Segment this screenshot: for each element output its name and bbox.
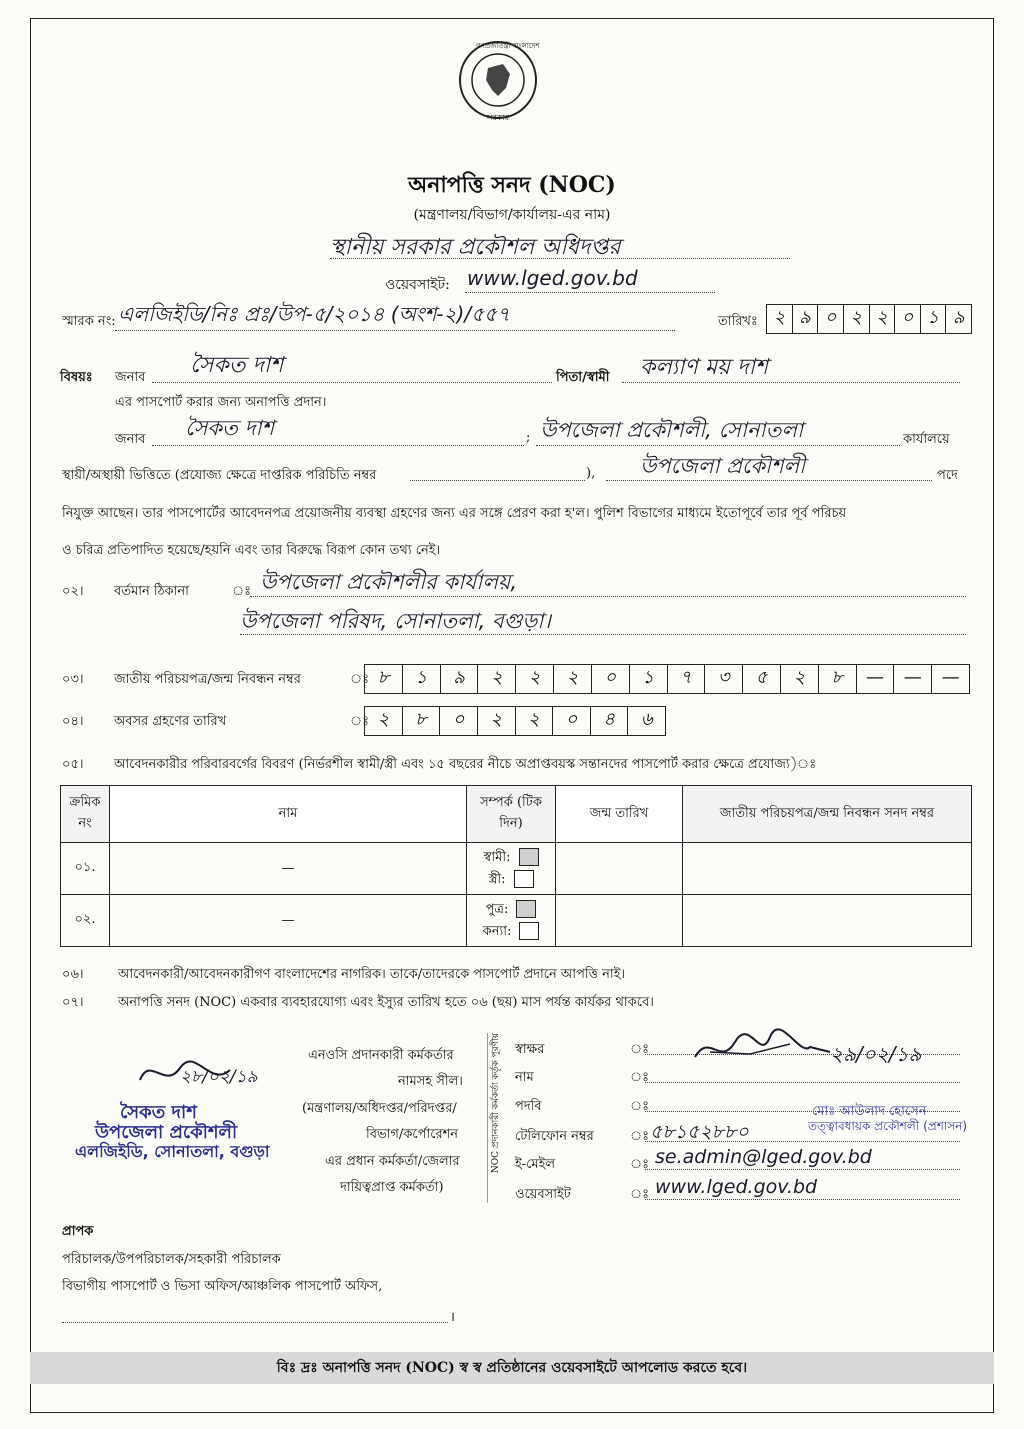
date-label: তারিখঃ: [718, 314, 758, 329]
field-label: পদবি: [515, 1099, 542, 1114]
item-03-label: জাতীয় পরিচয়পত্র/জন্ম নিবন্ধন নম্বর: [114, 672, 301, 687]
nid-digit: ২: [781, 665, 819, 693]
memo-label: স্মারক নং:: [62, 314, 116, 329]
nid-digit: ১: [403, 665, 441, 693]
applicant-stamp-office: এলজিইডি, সোনাতলা, বগুড়া: [75, 1142, 270, 1161]
nid-cell: [683, 895, 972, 947]
relation-cell: [467, 895, 556, 947]
date-digit: ০: [818, 305, 844, 333]
subject-mr-label: জনাব: [115, 370, 146, 385]
address-line-2: উপজেলা পরিষদ, সোনাতলা, বগুড়া।: [240, 609, 551, 633]
signatory-line: এর প্রধান কর্মকর্তা/জেলার: [325, 1154, 460, 1169]
memo-value: এলজিইডি/নিঃ প্রঃ/উপ-৫/২০১৪ (অংশ-২)/৫৫৭: [118, 302, 511, 326]
retirement-digit: ২: [516, 707, 554, 735]
relation-label: কন্যা:: [482, 923, 512, 939]
item-05-number: ০৫।: [62, 757, 84, 772]
seal-text-top: গণপ্রজাতন্ত্রী বাংলাদেশ: [476, 42, 540, 50]
date-digit: ২: [870, 305, 896, 333]
table-header: জন্ম তারিখ: [556, 786, 683, 843]
email-value: se.admin@lged.gov.bd: [655, 1146, 872, 1168]
item-02-colon: ঃ: [232, 584, 252, 599]
name-cell: —: [110, 895, 467, 947]
nid-digit: ০: [592, 665, 630, 693]
recipient-label: প্রাপক: [62, 1224, 94, 1239]
nid-boxes: [364, 664, 970, 694]
address-line-1: উপজেলা প্রকৌশলীর কার্যালয়,: [260, 570, 518, 594]
field-label: স্বাক্ষর: [515, 1042, 545, 1057]
item-03-number: ০৩।: [62, 672, 84, 687]
item-06-text: আবেদনকারী/আবেদনকারীগণ বাংলাদেশের নাগরিক। তাকে/তাদেরকে পাসপোর্ট প্রদানে আপত্তি নাই।: [118, 967, 626, 982]
field-label: টেলিফোন নম্বর: [515, 1129, 594, 1144]
nid-digit: —: [941, 667, 960, 688]
item-02-number: ০২।: [62, 584, 84, 599]
table-header: ক্রমিক নং: [61, 786, 110, 843]
item-07-number: ০৭।: [62, 995, 84, 1010]
body-post: উপজেলা প্রকৌশলী: [640, 454, 806, 478]
document-title: অনাপত্তি সনদ (NOC): [408, 172, 616, 198]
item-04-number: ০৪।: [62, 714, 84, 729]
nid-digit: —: [857, 665, 895, 693]
field-label: ওয়েবসাইট: [515, 1187, 571, 1202]
relation-label: স্ত্রী:: [488, 871, 506, 887]
signatory-line: নামসহ সীল।: [398, 1074, 463, 1089]
retirement-date-boxes: [364, 706, 666, 736]
nid-digit: —: [894, 665, 932, 693]
father-value: কল্যাণ ময় দাশ: [640, 355, 768, 380]
name-cell: —: [110, 843, 467, 895]
applicant-stamp-name: সৈকত দাশ: [120, 1102, 197, 1123]
close-paren: ),: [586, 466, 596, 481]
subject-name: সৈকত দাশ: [190, 353, 284, 378]
body-name: সৈকত দাশ: [185, 416, 275, 440]
nid-digit: ৫: [743, 665, 781, 693]
nid-digit: ২: [478, 665, 516, 693]
semicolon: ;: [526, 430, 531, 445]
nid-digit: ৯: [441, 665, 479, 693]
family-table: [60, 785, 972, 947]
recipient-line-1: পরিচালক/উপপরিচালক/সহকারী পরিচালক: [62, 1252, 281, 1267]
nid-digit: ২: [554, 665, 592, 693]
signature-icon: [690, 1022, 840, 1072]
paragraph-line-2: ও চরিত্র প্রতিপাদিত হয়েছে/হয়নি এবং তার বিরুদ্ধে বিরূপ কোন তথ্য নেই।: [62, 543, 441, 558]
date-digit: ২: [844, 305, 870, 333]
retirement-digit: ২: [365, 707, 403, 735]
website-value: www.lged.gov.bd: [467, 266, 638, 290]
son-checkbox[interactable]: [516, 900, 536, 918]
date-digit: ২: [767, 305, 793, 333]
table-row: [61, 895, 972, 947]
signature-date: ২৯/০২/১৯: [830, 1042, 922, 1066]
relation-label: স্বামী:: [483, 849, 511, 865]
footer-note: বিঃ দ্রঃ অনাপত্তি সনদ (NOC) স্ব স্ব প্রতিষ্ঠানের ওয়েবসাইটে আপলোড করতে হবে।: [30, 1352, 994, 1384]
seal-text-bottom: সরকার: [487, 113, 510, 122]
retirement-digit: ০: [440, 707, 478, 735]
item-04-label: অবসর গ্রহণের তারিখ: [114, 714, 227, 729]
item-02-label: বর্তমান ঠিকানা: [114, 584, 189, 599]
nid-digit: ৮: [819, 665, 857, 693]
vertical-label-box: [487, 1033, 508, 1203]
table-row: [61, 843, 972, 895]
date-digit: ১: [921, 305, 947, 333]
nid-digit: ১: [630, 665, 668, 693]
daughter-checkbox[interactable]: [519, 922, 539, 940]
birth-date-cell: [556, 843, 683, 895]
relation-cell: [467, 843, 556, 895]
date-digit: ০: [895, 305, 921, 333]
vertical-label: NOC প্রদানকারী কর্মকর্তা কর্তৃক পূরণীয়: [491, 1033, 501, 1174]
post-suffix: পদে: [937, 468, 958, 483]
retirement-digit: ৬: [640, 709, 653, 730]
table-header: নাম: [110, 786, 467, 843]
applicant-stamp-title: উপজেলা প্রকৌশলী: [95, 1122, 238, 1143]
website-handwritten: www.lged.gov.bd: [655, 1176, 818, 1198]
permanent-text: স্থায়ী/অস্থায়ী ভিত্তিতে (প্রযোজ্য ক্ষেত্রে দাপ্তরিক পরিচিতি নম্বর: [62, 468, 377, 483]
subject-label: বিষয়ঃ: [60, 370, 93, 385]
applicant-stamp-date: ২৮/০২/১৯: [180, 1067, 258, 1087]
signatory-line: (মন্ত্রণালয়/অধিদপ্তর/পরিদপ্তর/: [302, 1101, 457, 1116]
nid-cell: [683, 843, 972, 895]
item-05-text: আবেদনকারীর পরিবারবর্গের বিবরণ (নির্ভরশীল স্বামী/স্ত্রী এবং ১৫ বছরের নীচে অপ্রাপ্তবয়স্ক সন্তানদের পাসপোর্ট করার ক্ষেত্রে প্রযোজ্য)ঃ: [114, 757, 817, 772]
table-header: সম্পর্ক (টিক দিন): [467, 786, 556, 843]
nid-digit: ৮: [365, 665, 403, 693]
retirement-digit: ০: [553, 707, 591, 735]
signatory-line: বিভাগ/কর্পোরেশন: [366, 1127, 459, 1142]
website-label: ওয়েবসাইট:: [385, 277, 450, 293]
retirement-digit: ২: [478, 707, 516, 735]
retirement-digit: ৮: [403, 707, 441, 735]
recipient-line-2: বিভাগীয় পাসপোর্ট ও ভিসা অফিস/আঞ্চলিক পাসপোর্ট অফিস,: [62, 1279, 383, 1294]
field-label: ই-মেইল: [515, 1157, 556, 1172]
nid-digit: ৭: [668, 665, 706, 693]
document-subtitle: (মন্ত্রণালয়/বিভাগ/কার্যালয়-এর নাম): [413, 207, 611, 223]
birth-date-cell: [556, 895, 683, 947]
signatory-line: এনওসি প্রদানকারী কর্মকর্তার: [308, 1048, 454, 1063]
date-digit: ৯: [952, 307, 965, 328]
designation-stamp: তত্ত্বাবধায়ক প্রকৌশলী (প্রশাসন): [808, 1119, 968, 1133]
serial-cell: ০২.: [61, 895, 110, 947]
nid-digit: ২: [516, 665, 554, 693]
office-suffix: কার্যালয়ে: [903, 432, 950, 447]
signatory-line: দায়িত্বপ্রাপ্ত কর্মকর্তা): [340, 1180, 444, 1195]
item-04-colon: ঃ: [350, 714, 370, 729]
item-07-text: অনাপত্তি সনদ (NOC) একবার ব্যবহারযোগ্য এবং ইস্যুর তারিখ হতে ০৬ (ছয়) মাস পর্যন্ত কার্যকর থাকবে।: [118, 995, 654, 1010]
phone-value: ৫৮১৫২৮৮০: [650, 1121, 749, 1143]
husband-checkbox[interactable]: [519, 848, 539, 866]
recipient-line-3-end: ।: [450, 1310, 455, 1325]
item-06-number: ০৬।: [62, 967, 84, 982]
office-name-handwritten: স্থানীয় সরকার প্রকৌশল অধিদপ্তর: [330, 235, 621, 260]
wife-checkbox[interactable]: [514, 870, 534, 888]
date-digit: ৯: [793, 305, 819, 333]
serial-cell: ০১.: [61, 843, 110, 895]
body-office: উপজেলা প্রকৌশলী, সোনাতলা: [540, 418, 804, 442]
subject-line2: এর পাসপোর্ট করার জন্য অনাপত্তি প্রদান।: [115, 395, 327, 410]
paragraph-line-1: নিযুক্ত আছেন। তার পাসপোর্টের আবেদনপত্র প্রয়োজনীয় ব্যবস্থা গ্রহণের জন্য এর সঙ্গে প্রেরণ করা হ'ল। পুলিশ বিভাগের মাধ্যমে ইতোপূর্বে তার পূর্ব পরিচয়: [62, 506, 847, 521]
item-03-colon: ঃ: [350, 672, 370, 687]
date-boxes: [766, 304, 972, 334]
body-mr-label: জনাব: [115, 432, 146, 447]
table-header: জাতীয় পরিচয়পত্র/জন্ম নিবন্ধন সনদ নম্বর: [683, 786, 972, 843]
government-seal-icon: [458, 40, 538, 120]
relation-label: পুত্র:: [485, 901, 509, 917]
field-label: নাম: [515, 1070, 534, 1085]
name-stamp: মোঃ আউলাদ হোসেন: [812, 1104, 927, 1119]
father-label: পিতা/স্বামী: [556, 370, 610, 385]
nid-digit: ৩: [705, 665, 743, 693]
retirement-digit: ৪: [591, 707, 629, 735]
